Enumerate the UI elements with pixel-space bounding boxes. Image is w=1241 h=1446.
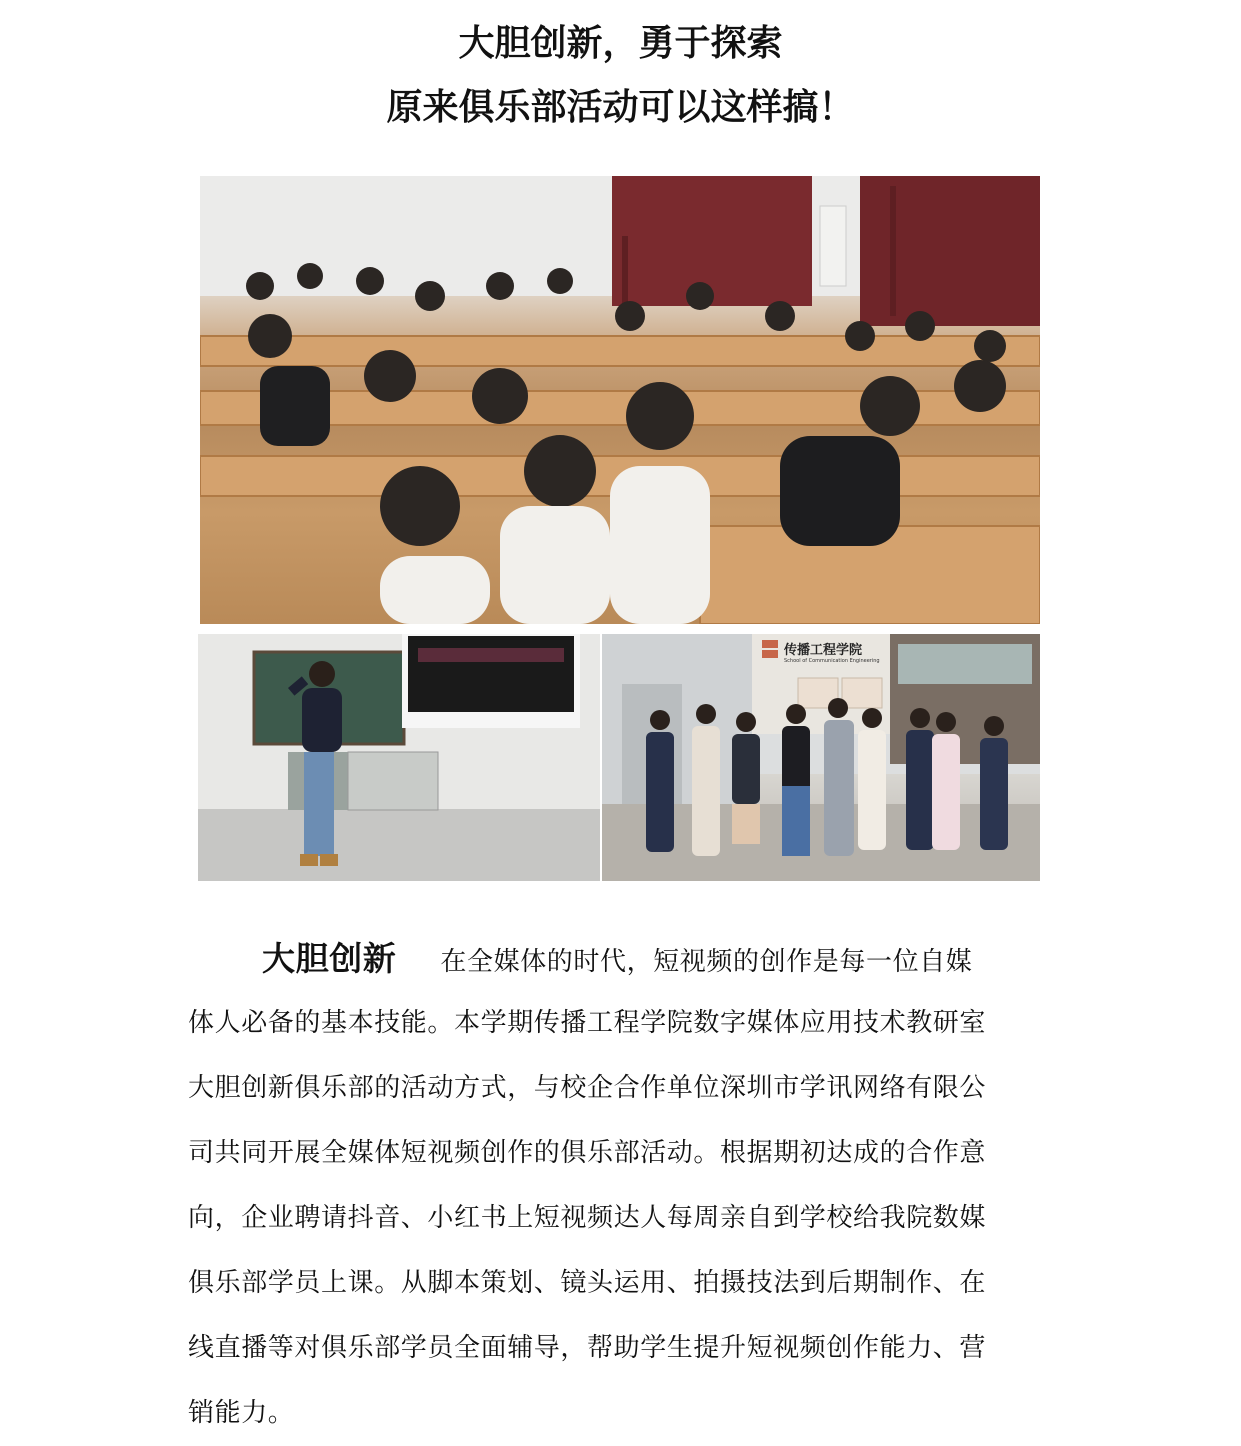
- page-subtitle: 原来俱乐部活动可以这样搞！: [386, 87, 855, 128]
- article-lead: 大胆创新: [262, 939, 397, 978]
- speaker-photo: [198, 634, 600, 881]
- article-line-8: 销能力。: [188, 1398, 295, 1428]
- article-line-6: 俱乐部学员上课。从脚本策划、镜头运用、拍摄技法到后期制作、在: [188, 1268, 987, 1298]
- lecture-hall-illustration: [200, 176, 1040, 624]
- speaker-illustration: [198, 634, 600, 881]
- article-text: 在全媒体的时代，短视频的创作是每一位自媒: [440, 947, 973, 977]
- lecture-hall-photo: [200, 176, 1040, 624]
- article-line-3: 大胆创新俱乐部的活动方式，与校企合作单位深圳市学讯网络有限公: [188, 1073, 987, 1103]
- group-photo: [602, 634, 1040, 881]
- article-line-4: 司共同开展全媒体短视频创作的俱乐部活动。根据期初达成的合作意: [188, 1138, 987, 1168]
- article-line-7: 线直播等对俱乐部学员全面辅导，帮助学生提升短视频创作能力、营: [188, 1333, 987, 1363]
- article-line-5: 向，企业聘请抖音、小红书上短视频达人每周亲自到学校给我院数媒: [188, 1203, 987, 1233]
- college-sign: 传播工程学院 School of Communication Engineering: [784, 643, 880, 664]
- group-illustration: [602, 634, 1040, 881]
- article-line-2: 体人必备的基本技能。本学期传播工程学院数字媒体应用技术教研室: [188, 1008, 987, 1038]
- article-line-1: [188, 926, 1054, 995]
- page-title: 大胆创新，勇于探索: [458, 23, 783, 64]
